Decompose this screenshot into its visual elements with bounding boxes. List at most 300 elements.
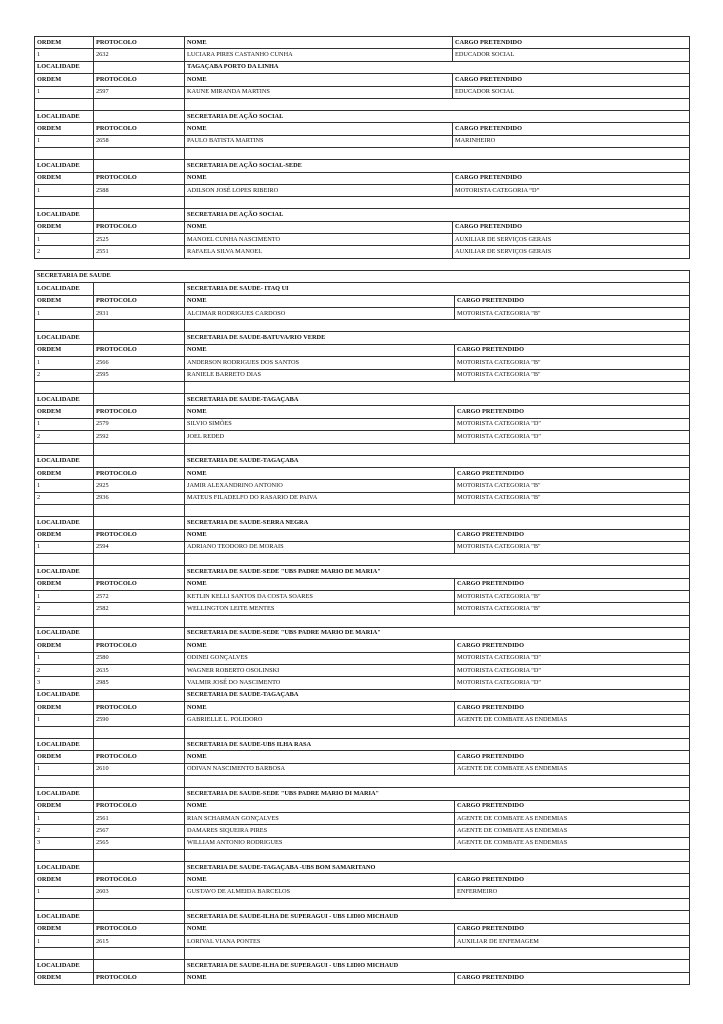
localidade-label: LOCALIDADE xyxy=(35,517,94,529)
cargo-cell: MOTORISTA CATEGORIA "B" xyxy=(455,308,690,320)
ordem-cell: 3 xyxy=(35,677,94,689)
blank-row xyxy=(35,381,690,393)
empty-cell xyxy=(35,148,94,160)
header-nome: NOME xyxy=(185,529,455,541)
localidade-row xyxy=(35,332,690,344)
header-cargo: CARGO PRETENDIDO xyxy=(455,874,690,886)
protocolo-cell: 2565 xyxy=(94,837,185,849)
blank-row xyxy=(35,850,690,862)
header-protocolo: PROTOCOLO xyxy=(94,295,185,307)
table-row xyxy=(35,665,690,677)
localidade-label: LOCALIDADE xyxy=(35,455,94,467)
localidade-value: SECRETARIA DE SAUDE-UBS ILHA RASA xyxy=(185,738,690,750)
header-protocolo: PROTOCOLO xyxy=(94,972,185,984)
empty-cell xyxy=(94,738,185,750)
protocolo-cell: 2566 xyxy=(94,357,185,369)
section-title-row xyxy=(35,270,690,282)
header-ordem: ORDEM xyxy=(35,874,94,886)
header-row xyxy=(35,640,690,652)
protocolo-cell: 2580 xyxy=(94,652,185,664)
empty-cell xyxy=(94,443,185,455)
empty-cell xyxy=(185,615,690,627)
header-nome: NOME xyxy=(185,172,453,184)
table-row xyxy=(35,492,690,504)
protocolo-cell: 2615 xyxy=(94,936,185,948)
empty-cell xyxy=(35,899,94,911)
ordem-cell: 1 xyxy=(35,591,94,603)
localidade-row xyxy=(35,960,690,972)
protocolo-cell: 2931 xyxy=(94,308,185,320)
header-cargo: CARGO PRETENDIDO xyxy=(455,578,690,590)
empty-cell xyxy=(35,615,94,627)
protocolo-cell: 2936 xyxy=(94,492,185,504)
table-row xyxy=(35,677,690,689)
header-cargo: CARGO PRETENDIDO xyxy=(455,295,690,307)
blank-row xyxy=(35,197,690,209)
localidade-value: TAGAÇABA PORTO DA LINHA xyxy=(185,61,690,73)
empty-cell xyxy=(94,110,185,122)
protocolo-cell: 2579 xyxy=(94,418,185,430)
table-row xyxy=(35,49,690,61)
nome-cell: WAGNER ROBERTO OSOLINSKI xyxy=(185,665,455,677)
header-ordem: ORDEM xyxy=(35,529,94,541)
header-protocolo: PROTOCOLO xyxy=(94,74,185,86)
header-cargo: CARGO PRETENDIDO xyxy=(453,172,690,184)
nome-cell: ODIVAN NASCIMENTO BARBOSA xyxy=(185,763,455,775)
header-row xyxy=(35,74,690,86)
nome-cell: ADRIANO TEODORO DE MORAIS xyxy=(185,541,455,553)
table-row xyxy=(35,357,690,369)
table-row xyxy=(35,184,690,196)
acao-social-table xyxy=(34,36,690,259)
localidade-value: SECRETARIA DE SAUDE-ILHA DE SUPERAGUI - UBS LIDIO MICHAUD xyxy=(185,960,690,972)
header-protocolo: PROTOCOLO xyxy=(94,221,185,233)
empty-cell xyxy=(94,197,185,209)
header-cargo: CARGO PRETENDIDO xyxy=(453,37,690,49)
header-cargo: CARGO PRETENDIDO xyxy=(455,344,690,356)
cargo-cell: MOTORISTA CATEGORIA "D" xyxy=(455,431,690,443)
header-protocolo: PROTOCOLO xyxy=(94,800,185,812)
localidade-row xyxy=(35,738,690,750)
blank-row xyxy=(35,776,690,788)
localidade-label: LOCALIDADE xyxy=(35,738,94,750)
nome-cell: JOEL REDED xyxy=(185,431,455,443)
empty-cell xyxy=(94,517,185,529)
header-nome: NOME xyxy=(185,923,455,935)
protocolo-cell: 2572 xyxy=(94,591,185,603)
empty-cell xyxy=(185,505,690,517)
header-row xyxy=(35,295,690,307)
ordem-cell: 1 xyxy=(35,49,94,61)
empty-cell xyxy=(94,283,185,295)
ordem-cell: 2 xyxy=(35,665,94,677)
protocolo-cell: 2567 xyxy=(94,825,185,837)
header-nome: NOME xyxy=(185,972,455,984)
protocolo-cell: 2925 xyxy=(94,480,185,492)
localidade-label: LOCALIDADE xyxy=(35,862,94,874)
ordem-cell: 1 xyxy=(35,652,94,664)
table-row xyxy=(35,837,690,849)
header-row xyxy=(35,123,690,135)
header-row xyxy=(35,751,690,763)
empty-cell xyxy=(94,627,185,639)
blank-row xyxy=(35,443,690,455)
empty-cell xyxy=(35,776,94,788)
nome-cell: WILLIAM ANTONIO RODRIGUES xyxy=(185,837,455,849)
localidade-row xyxy=(35,788,690,800)
empty-cell xyxy=(94,899,185,911)
empty-cell xyxy=(94,615,185,627)
header-protocolo: PROTOCOLO xyxy=(94,702,185,714)
header-cargo: CARGO PRETENDIDO xyxy=(455,972,690,984)
header-ordem: ORDEM xyxy=(35,344,94,356)
cargo-cell: MARINHEIRO xyxy=(453,135,690,147)
header-cargo: CARGO PRETENDIDO xyxy=(453,74,690,86)
header-nome: NOME xyxy=(185,123,453,135)
localidade-row xyxy=(35,61,690,73)
header-ordem: ORDEM xyxy=(35,578,94,590)
localidade-row xyxy=(35,209,690,221)
localidade-label: LOCALIDADE xyxy=(35,960,94,972)
cargo-cell: MOTORISTA CATEGORIA "D" xyxy=(455,677,690,689)
blank-row xyxy=(35,505,690,517)
empty-cell xyxy=(35,98,94,110)
protocolo-cell: 2590 xyxy=(94,714,185,726)
header-nome: NOME xyxy=(185,295,455,307)
cargo-cell: MOTORISTA CATEGORIA "D" xyxy=(455,665,690,677)
localidade-row xyxy=(35,911,690,923)
localidade-value: SECRETARIA DE SAUDE-TAGAÇABA xyxy=(185,455,690,467)
header-row xyxy=(35,972,690,984)
cargo-cell: AUXILIAR DE SERVIÇOS GERAIS xyxy=(453,246,690,258)
blank-row xyxy=(35,615,690,627)
blank-row xyxy=(35,554,690,566)
protocolo-cell: 2597 xyxy=(94,86,185,98)
cargo-cell: AGENTE DE COMBATE AS ENDEMIAS xyxy=(455,812,690,824)
cargo-cell: MOTORISTA CATEGORIA "B" xyxy=(455,357,690,369)
table-row xyxy=(35,812,690,824)
protocolo-cell: 2588 xyxy=(94,184,185,196)
cargo-cell: MOTORISTA CATEGORIA "B" xyxy=(455,480,690,492)
nome-cell: GUSTAVO DE ALMEIDA BARCELOS xyxy=(185,886,455,898)
blank-row xyxy=(35,899,690,911)
localidade-value: SECRETARIA DE AÇÃO SOCIAL-SEDE xyxy=(185,160,690,172)
nome-cell: GABRIELLE L. POLIDORO xyxy=(185,714,455,726)
protocolo-cell: 2632 xyxy=(94,49,185,61)
nome-cell: PAULO BATISTA MARTINS xyxy=(185,135,453,147)
protocolo-cell: 2592 xyxy=(94,431,185,443)
header-cargo: CARGO PRETENDIDO xyxy=(455,529,690,541)
header-protocolo: PROTOCOLO xyxy=(94,923,185,935)
empty-cell xyxy=(94,788,185,800)
header-ordem: ORDEM xyxy=(35,221,94,233)
localidade-label: LOCALIDADE xyxy=(35,160,94,172)
empty-cell xyxy=(35,320,94,332)
empty-cell xyxy=(94,320,185,332)
ordem-cell: 1 xyxy=(35,936,94,948)
ordem-cell: 1 xyxy=(35,418,94,430)
empty-cell xyxy=(94,554,185,566)
table-row xyxy=(35,825,690,837)
localidade-row xyxy=(35,110,690,122)
nome-cell: KETLIN KELLI SANTOS DA COSTA SOARES xyxy=(185,591,455,603)
localidade-value: SECRETARIA DE SAUDE-TAGAÇABA xyxy=(185,689,690,701)
header-protocolo: PROTOCOLO xyxy=(94,344,185,356)
ordem-cell: 1 xyxy=(35,886,94,898)
ordem-cell: 1 xyxy=(35,86,94,98)
empty-cell xyxy=(94,160,185,172)
localidade-row xyxy=(35,566,690,578)
table-row xyxy=(35,135,690,147)
table-row xyxy=(35,936,690,948)
table-row xyxy=(35,763,690,775)
ordem-cell: 1 xyxy=(35,234,94,246)
empty-cell xyxy=(185,98,690,110)
header-nome: NOME xyxy=(185,467,455,479)
nome-cell: KAUNE MIRANDA MARTINS xyxy=(185,86,453,98)
header-nome: NOME xyxy=(185,874,455,886)
cargo-cell: MOTORISTA CATEGORIA "B" xyxy=(455,591,690,603)
table-row xyxy=(35,369,690,381)
ordem-cell: 2 xyxy=(35,246,94,258)
section-title: SECRETARIA DE SAUDE xyxy=(35,270,690,282)
cargo-cell: MOTORISTA CATEGORIA “D” xyxy=(453,184,690,196)
header-cargo: CARGO PRETENDIDO xyxy=(455,406,690,418)
localidade-row xyxy=(35,455,690,467)
protocolo-cell: 2551 xyxy=(94,246,185,258)
cargo-cell: EDUCADOR SOCIAL xyxy=(453,86,690,98)
table-row xyxy=(35,308,690,320)
empty-cell xyxy=(185,197,690,209)
header-cargo: CARGO PRETENDIDO xyxy=(455,751,690,763)
table-row xyxy=(35,86,690,98)
header-row xyxy=(35,923,690,935)
cargo-cell: ENFERMEIRO xyxy=(455,886,690,898)
header-nome: NOME xyxy=(185,74,453,86)
header-nome: NOME xyxy=(185,800,455,812)
ordem-cell: 2 xyxy=(35,369,94,381)
header-cargo: CARGO PRETENDIDO xyxy=(455,640,690,652)
localidade-value: SECRETARIA DE AÇÃO SOCIAL xyxy=(185,110,690,122)
empty-cell xyxy=(35,726,94,738)
protocolo-cell: 2603 xyxy=(94,886,185,898)
nome-cell: RIAN SCHARMAN GONÇALVES xyxy=(185,812,455,824)
nome-cell: RANIELE BARRETO DIAS xyxy=(185,369,455,381)
cargo-cell: AGENTE DE COMBATE AS ENDEMIAS xyxy=(455,837,690,849)
nome-cell: MATEUS FILADELFO DO RASARIO DE PAIVA xyxy=(185,492,455,504)
header-nome: NOME xyxy=(185,344,455,356)
localidade-label: LOCALIDADE xyxy=(35,393,94,405)
header-protocolo: PROTOCOLO xyxy=(94,37,185,49)
empty-cell xyxy=(35,197,94,209)
localidade-value: SECRETARIA DE SAUDE-TAGAÇABA xyxy=(185,393,690,405)
nome-cell: JAMIR ALEXANDRINO ANTONIO xyxy=(185,480,455,492)
empty-cell xyxy=(94,209,185,221)
localidade-value: SECRETARIA DE SAUDE-BATUVA/RIO VERDE xyxy=(185,332,690,344)
empty-cell xyxy=(185,554,690,566)
empty-cell xyxy=(185,381,690,393)
localidade-row xyxy=(35,689,690,701)
nome-cell: SILVIO SIMÕES xyxy=(185,418,455,430)
localidade-row xyxy=(35,160,690,172)
header-nome: NOME xyxy=(185,751,455,763)
header-protocolo: PROTOCOLO xyxy=(94,751,185,763)
table-row xyxy=(35,652,690,664)
empty-cell xyxy=(94,61,185,73)
table-row xyxy=(35,431,690,443)
empty-cell xyxy=(94,960,185,972)
ordem-cell: 2 xyxy=(35,492,94,504)
empty-cell xyxy=(94,776,185,788)
protocolo-cell: 2658 xyxy=(94,135,185,147)
document-page xyxy=(34,36,689,985)
header-row xyxy=(35,37,690,49)
cargo-cell: MOTORISTA CATEGORIA "B" xyxy=(455,603,690,615)
table-row xyxy=(35,418,690,430)
nome-cell: ADILSON JOSÉ LOPES RIBEIRO xyxy=(185,184,453,196)
blank-row xyxy=(35,726,690,738)
header-ordem: ORDEM xyxy=(35,123,94,135)
protocolo-cell: 2561 xyxy=(94,812,185,824)
localidade-row xyxy=(35,862,690,874)
empty-cell xyxy=(94,566,185,578)
blank-row xyxy=(35,320,690,332)
localidade-row xyxy=(35,393,690,405)
ordem-cell: 2 xyxy=(35,825,94,837)
header-ordem: ORDEM xyxy=(35,640,94,652)
header-nome: NOME xyxy=(185,702,455,714)
ordem-cell: 2 xyxy=(35,603,94,615)
empty-cell xyxy=(94,381,185,393)
blank-row xyxy=(35,98,690,110)
nome-cell: ANDERSON RODRIGUES DOS SANTOS xyxy=(185,357,455,369)
empty-cell xyxy=(35,554,94,566)
ordem-cell: 1 xyxy=(35,357,94,369)
empty-cell xyxy=(185,899,690,911)
header-ordem: ORDEM xyxy=(35,37,94,49)
header-protocolo: PROTOCOLO xyxy=(94,578,185,590)
nome-cell: ODINEI GONÇALVES xyxy=(185,652,455,664)
ordem-cell: 1 xyxy=(35,812,94,824)
header-ordem: ORDEM xyxy=(35,702,94,714)
localidade-value: SECRETARIA DE SAUDE-SEDE "UBS PADRE MARIO DE MARIA" xyxy=(185,566,690,578)
header-protocolo: PROTOCOLO xyxy=(94,874,185,886)
header-cargo: CARGO PRETENDIDO xyxy=(453,123,690,135)
header-nome: NOME xyxy=(185,37,453,49)
empty-cell xyxy=(94,148,185,160)
localidade-label: LOCALIDADE xyxy=(35,110,94,122)
header-cargo: CARGO PRETENDIDO xyxy=(453,221,690,233)
localidade-value: SECRETARIA DE SAUDE- ITAQ UI xyxy=(185,283,690,295)
nome-cell: ALCIMAR RODRIGUES CARDOSO xyxy=(185,308,455,320)
protocolo-cell: 2594 xyxy=(94,541,185,553)
header-ordem: ORDEM xyxy=(35,923,94,935)
empty-cell xyxy=(185,948,690,960)
ordem-cell: 2 xyxy=(35,431,94,443)
nome-cell: LUCIARA PIRES CASTANHO CUNHA xyxy=(185,49,453,61)
table-row xyxy=(35,886,690,898)
table-row xyxy=(35,246,690,258)
header-ordem: ORDEM xyxy=(35,972,94,984)
saude-table xyxy=(34,270,690,985)
header-row xyxy=(35,800,690,812)
ordem-cell: 1 xyxy=(35,541,94,553)
localidade-row xyxy=(35,517,690,529)
empty-cell xyxy=(94,455,185,467)
header-nome: NOME xyxy=(185,578,455,590)
empty-cell xyxy=(35,948,94,960)
cargo-cell: MOTORISTA CATEGORIA "D" xyxy=(455,418,690,430)
header-row xyxy=(35,406,690,418)
table-row xyxy=(35,603,690,615)
protocolo-cell: 2610 xyxy=(94,763,185,775)
table-row xyxy=(35,541,690,553)
empty-cell xyxy=(94,850,185,862)
nome-cell: DAMARES SIQUEIRA PIRES xyxy=(185,825,455,837)
empty-cell xyxy=(35,505,94,517)
header-row xyxy=(35,172,690,184)
nome-cell: RAFAELA SILVA MANOEL xyxy=(185,246,453,258)
nome-cell: WELLINGTON LEITE MENTES xyxy=(185,603,455,615)
localidade-label: LOCALIDADE xyxy=(35,689,94,701)
nome-cell: MANOEL CUNHA NASCIMENTO xyxy=(185,234,453,246)
header-ordem: ORDEM xyxy=(35,295,94,307)
cargo-cell: AGENTE DE COMBATE AS ENDEMIAS xyxy=(455,763,690,775)
table-row xyxy=(35,234,690,246)
nome-cell: VALMIR JOSÉ DO NASCIMENTO xyxy=(185,677,455,689)
empty-cell xyxy=(185,320,690,332)
empty-cell xyxy=(94,689,185,701)
header-ordem: ORDEM xyxy=(35,74,94,86)
cargo-cell: MOTORISTA CATEGORIA "B" xyxy=(455,541,690,553)
blank-row xyxy=(35,148,690,160)
header-row xyxy=(35,529,690,541)
localidade-label: LOCALIDADE xyxy=(35,566,94,578)
cargo-cell: AUXILIAR DE ENFEMAGEM xyxy=(455,936,690,948)
localidade-value: SECRETARIA DE SAUDE-SERRA NEGRA xyxy=(185,517,690,529)
header-protocolo: PROTOCOLO xyxy=(94,123,185,135)
cargo-cell: AGENTE DE COMBATE AS ENDEMIAS xyxy=(455,714,690,726)
localidade-value: SECRETARIA DE SAUDE-TAGAÇABA -UBS BOM SAMARITANO xyxy=(185,862,690,874)
header-ordem: ORDEM xyxy=(35,406,94,418)
header-ordem: ORDEM xyxy=(35,800,94,812)
empty-cell xyxy=(35,850,94,862)
localidade-value: SECRETARIA DE SAUDE-SEDE "UBS PADRE MARIO DE MARIA" xyxy=(185,627,690,639)
empty-cell xyxy=(185,850,690,862)
ordem-cell: 1 xyxy=(35,308,94,320)
header-row xyxy=(35,578,690,590)
header-nome: NOME xyxy=(185,640,455,652)
localidade-label: LOCALIDADE xyxy=(35,61,94,73)
localidade-value: SECRETARIA DE SAUDE-ILHA DE SUPERAGUI - UBS LIDIO MICHAUD xyxy=(185,911,690,923)
empty-cell xyxy=(35,443,94,455)
ordem-cell: 3 xyxy=(35,837,94,849)
header-ordem: ORDEM xyxy=(35,467,94,479)
header-row xyxy=(35,874,690,886)
cargo-cell: MOTORISTA CATEGORIA "B" xyxy=(455,369,690,381)
localidade-label: LOCALIDADE xyxy=(35,209,94,221)
localidade-label: LOCALIDADE xyxy=(35,627,94,639)
header-cargo: CARGO PRETENDIDO xyxy=(455,923,690,935)
table-row xyxy=(35,480,690,492)
header-cargo: CARGO PRETENDIDO xyxy=(455,702,690,714)
protocolo-cell: 2582 xyxy=(94,603,185,615)
empty-cell xyxy=(94,332,185,344)
table-row xyxy=(35,714,690,726)
empty-cell xyxy=(94,393,185,405)
empty-cell xyxy=(94,911,185,923)
localidade-value: SECRETARIA DE SAUDE-SEDE "UBS PADRE MARIO DI MARIA" xyxy=(185,788,690,800)
